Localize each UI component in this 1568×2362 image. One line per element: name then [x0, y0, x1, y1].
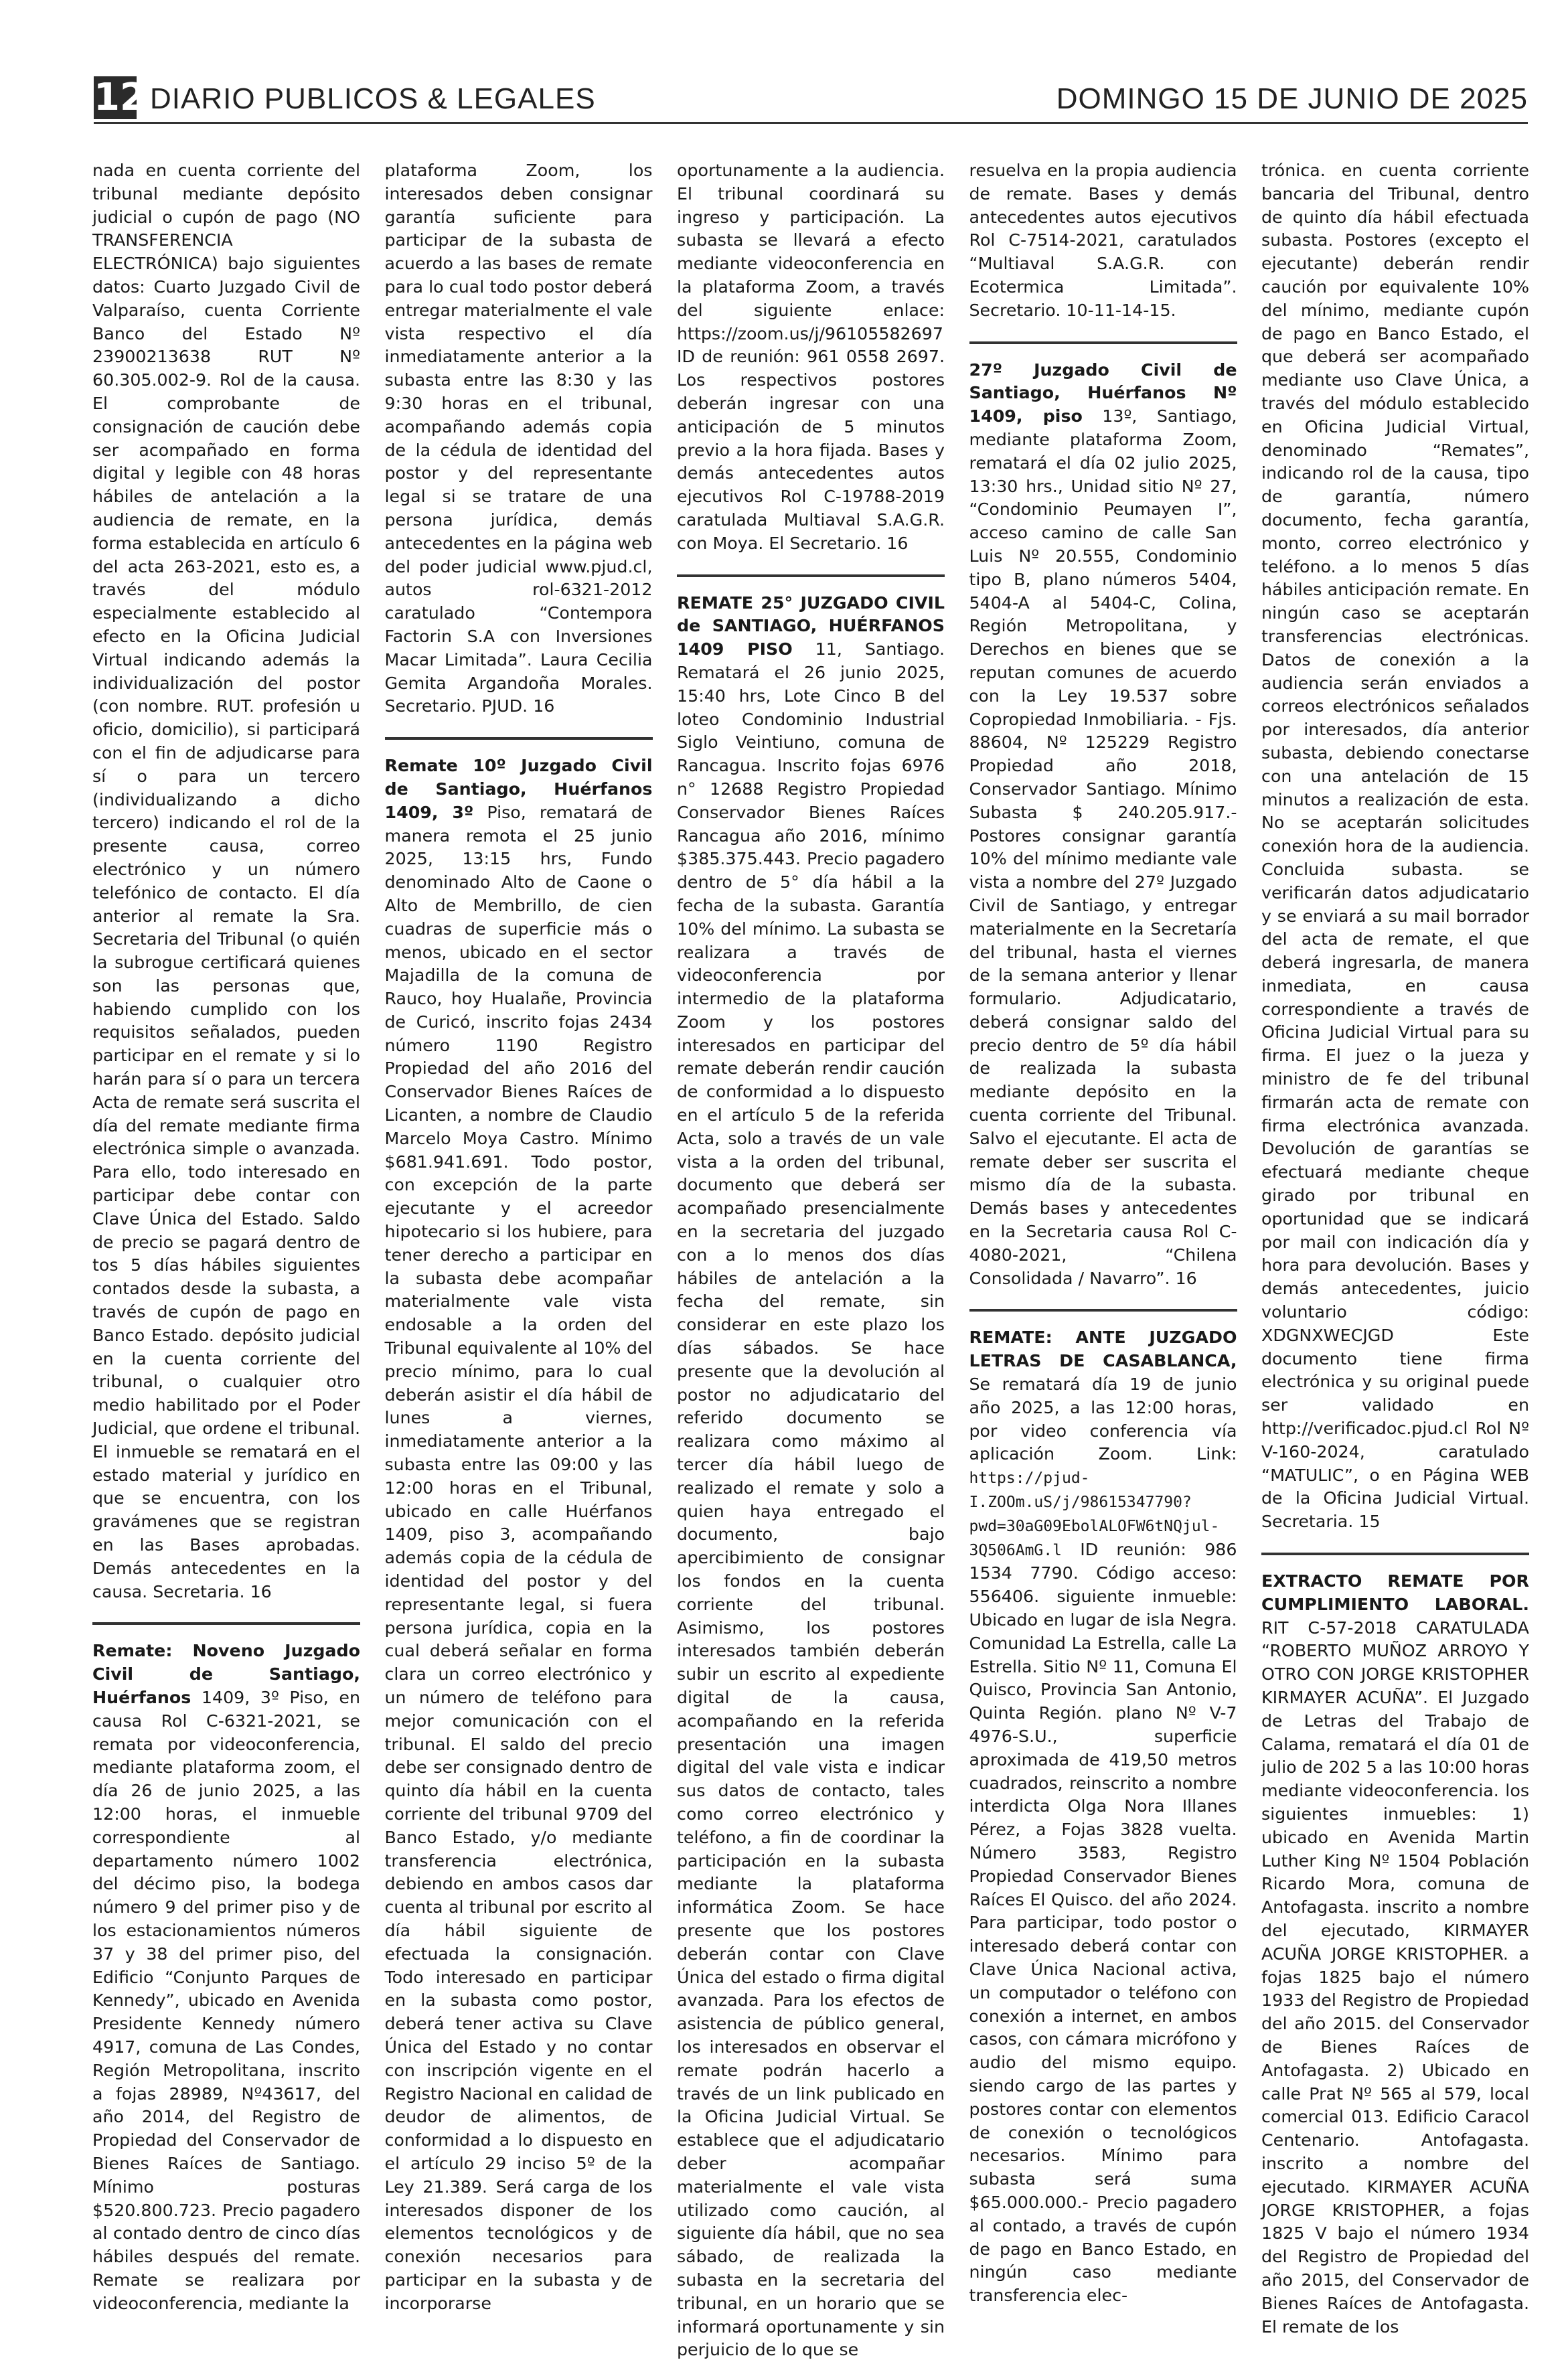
notice-text: trónica. en cuenta corriente bancaria del Tribunal, dentro de quinto día hábil efectuada subasta. Postores (excepto el ejecutante) deberán rendir caución por equivalente 10% del mínimo, mediante cupón de pago en Banco Estado, el que deberá ser acompañado mediante uso Clave Única, a través del módulo establecido en Oficina Judicial Virtual, denominado “Remates”, indicando rol de la causa, tipo de garantía, número documento, fecha garantía, monto, correo electrónico y teléfono. a lo menos 5 días hábiles anticipación remate. En ningún caso se aceptarán transferencias electrónicas. Datos de conexión a la audiencia serán enviados a correos electrónicos señalados por interesados, día anterior subasta, debiendo conectarse con una antelación de 15 minutos a realización de esta. No se aceptarán solicitudes conexión hora de la audiencia. Concluida subasta. se verificarán datos adjudicatario y se enviará a su mail borrador del acta de remate, el que deberá ingresarla, de manera inmediata, en causa correspondiente a través de Oficina Judicial Virtual para su firma. El juez o la jueza y ministro de fe del tribunal firmarán acta de remate con firma electrónica avanzada. Devolución de garantías se efectuará mediante cheque girado por tribunal en oportunidad que se indicará por mail con indicación día y hora para devolución. Bases y demás antecedentes, juicio voluntario código: XDGNXWECJGD Este documento tiene firma electrónica y su original puede ser validado en http://verificadoc.pjud.cl Rol Nº V-160-2024, caratulado “MATULIC”, o en Página WEB de la Oficina Judicial Virtual. Secretaria. 15: [1261, 161, 1529, 1532]
notice-text: plataforma Zoom, los interesados deben consignar garantía suficiente para participar de la subasta de acuerdo a las bases de remate para lo cual todo postor deberá entregar materialmente el vale vista respectivo el día inmediatamente anterior a la subasta entre las 8:30 y las 9:30 horas en el tribunal, acompañando además copia de la cédula de identidad del postor y del representante legal si se tratare de una persona jurídica, demás antecedentes en la página web del poder judicial www.pjud.cl, autos rol-6321-2012 caratulado “Contempora Factorin S.A con Inversiones Macar Limitada”. Laura Cecilia Gemita Argandoña Morales. Secretario. PJUD. 16: [384, 161, 653, 716]
notice: [1261, 1570, 1529, 2339]
notice-heading: EXTRACTO REMATE POR CUMPLIMIENTO LABORAL.: [1261, 1571, 1529, 1614]
column-3: [677, 159, 945, 2360]
notice-separator: [677, 574, 945, 577]
notice-separator: [1261, 1553, 1529, 1555]
notice-text: ID reunión: 986 1534 7790. Código acceso: 556406. siguiente inmueble: Ubicado en lugar de isla Negra. Comunidad La Estrella, calle La Estrella. Sitio Nº 11, Comuna El Quisco, Provincia San Antonio, Quinta Región. plano Nº V-7 4976-S.U., superficie aproximada de 419,50 metros cuadrados, reinscrito a nombre interdicta Olga Nora Illanes Pérez, a Fojas 3828 vuelta. Número 3583, Registro Propiedad Conservador Bienes Raíces El Quisco. del año 2024. Para participar, todo postor o interesado deberá contar con Clave Única Nacional activa, un computador o teléfono con conexión a internet, en ambos casos, con cámara micrófono y audio del mismo equipo. siendo cargo de las partes y postores contar con elementos de conexión o tecnológicos necesarios. Mínimo para subasta será suma $65.000.000.- Precio pagadero al contado, a través de cupón de pago en Banco Estado, en ningún caso mediante transferencia elec-: [969, 1539, 1237, 2306]
notices-columns: [92, 159, 1529, 2360]
notice-text: Se rematará día 19 de junio año 2025, a las 12:00 horas, por video conferencia vía aplicación Zoom. Link:: [969, 1374, 1237, 1464]
notice-separator: [969, 341, 1237, 344]
notice-heading: Remate 10º Juzgado Civil de Santiago, Huérfanos 1409, 3º: [384, 756, 653, 822]
notice: [385, 755, 653, 2315]
notice: [969, 1326, 1237, 2307]
notice-text: 1409, 3º Piso, en causa Rol C-6321-2021, se remata por videoconferencia, mediante plataforma zoom, el día 26 de junio 2025, a las 12:00 horas, el inmueble correspondiente al departamento número 1002 del décimo piso, la bodega número 9 del primer piso y de los estacionamientos números 37 y 38 del primer piso, del Edificio “Conjunto Parques de Kennedy”, ubicado en Avenida Presidente Kennedy número 4917, comuna de Las Condes, Región Metropolitana, inscrito a fojas 28989, Nº43617, del año 2014, del Registro de Propiedad del Conservador de Bienes Raíces de Santiago. Mínimo posturas $520.800.723. Precio pagadero al contado dentro de cinco días hábiles después del remate. Remate se realizara por videoconferencia, mediante la: [92, 1688, 360, 2313]
page-number-badge: 12: [94, 76, 146, 119]
notice-text: 13º, Santiago, mediante plataforma Zoom, rematará el día 02 julio 2025, 13:30 hrs., Unidad sitio Nº 27, “Condominio Peumayen I”, acceso camino de calle San Luis Nº 20.555, Condominio tipo B, plano números 5404, 5404-A al 5404-C, Colina, Región Metropolitana, y Derechos en bienes que se reputan comunes de acuerdo con la Ley 19.537 sobre Copropiedad Inmobiliaria. - Fjs. 88604, Nº 125229 Registro Propiedad año 2018, Conservador Santiago. Mínimo Subasta $ 240.205.917.- Postores consignar garantía 10% del mínimo mediante vale vista a nombre del 27º Juzgado Civil de Santiago, y entregar materialmente en la Secretaría del tribunal, hasta el viernes de la semana anterior y llenar formulario. Adjudicatario, deberá consignar saldo del precio dentro de 5º día hábil de realizada la subasta mediante depósito en la cuenta corriente del Tribunal. Salvo el ejecutante. El acta de remate deber ser suscrita el mismo día de la subasta. Demás bases y antecedentes en la Secretaria causa Rol C-4080-2021, “Chilena Consolidada / Navarro”. 16: [969, 406, 1237, 1288]
notice-text: resuelva en la propia audiencia de remate. Bases y demás antecedentes autos ejecutivos Rol C-7514-2021, caratulados “Multiaval S.A.G.R. con Ecotermica Limitada”. Secretario. 10-11-14-15.: [969, 161, 1237, 320]
notice-heading: 27º Juzgado Civil de Santiago, Huérfanos Nº 1409, piso: [969, 360, 1237, 426]
column-1: [92, 159, 360, 2313]
notice-heading: REMATE 25° JUZGADO CIVIL de SANTIAGO, HUÉRFANOS 1409 PISO: [677, 593, 945, 659]
publication-title: DIARIO PUBLICOS & LEGALES: [150, 82, 596, 115]
notice: [969, 359, 1237, 1291]
zoom-link: https://pjud-I.ZOOm.uS/j/98615347790?pwd=30aG09EbolALOFW6tNQjul-3Q506AmG.l: [969, 1470, 1220, 1559]
notice-heading: REMATE: ANTE JUZGADO LETRAS DE CASABLANCA,: [969, 1328, 1237, 1371]
notice-text: nada en cuenta corriente del tribunal mediante depósito judicial o cupón de pago (NO TRANSFERENCIA ELECTRÓNICA) bajo siguientes datos: Cuarto Juzgado Civil de Valparaíso, cuenta Corriente Banco del Estado Nº 23900213638 RUT Nº 60.305.002-9. Rol de la causa. El comprobante de consignación de caución debe ser acompañado en forma digital y legible con 48 horas hábiles de antelación a la audiencia de remate, en la forma establecida en artículo 6 del acta 263-2021, esto es, a través del módulo especialmente establecido al efecto en la Oficina Judicial Virtual indicando además la individualización del postor (con nombre. RUT. profesión u oficio, domicilio), si participará con el fin de adjudicarse para sí o para un tercero (individualizando a dicho tercero) indicando el rol de la presente causa, correo electrónico y un número telefónico de contacto. El día anterior al remate la Sra. Secretaria del Tribunal (o quién la subrogue certificará quienes son las personas que, habiendo cumplido con los requisitos señalados, pueden participar en el remate y si lo harán para sí o para un tercera Acta de remate será suscrita el día del remate mediante firma electrónica simple o avanzada. Para ello, todo interesado en participar debe contar con Clave Única del Estado. Saldo de precio se pagará dentro de tos 5 días hábiles siguientes contados desde la subasta, a través de cupón de pago en Banco Estado. depósito judicial en la cuenta corriente del tribunal, o cualquier otro medio habilitado por el Poder Judicial, que ordene el tribunal. El inmueble se rematará en el estado material y jurídico en que se encuentra, con los gravámenes que se registran en las Bases aprobadas. Demás antecedentes en la causa. Secretaria. 16: [92, 161, 360, 1601]
notice-text: RIT C-57-2018 CARATULADA “ROBERTO MUÑOZ ARROYO Y OTRO CON JORGE KRISTOPHER KIRMAYER ACUÑA”. El Juzgado de Letras del Trabajo de Calama, rematará el día 01 de julio de 202 5 a las 10:00 horas mediante videoconferencia. los siguientes inmuebles: 1) ubicado en Avenida Martin Luther King Nº 1504 Población Ricardo Mora, comuna de Antofagasta. inscrito a nombre del ejecutado, KIRMAYER ACUÑA JORGE KRISTOPHER. a fojas 1825 bajo el número 1933 del Registro de Propiedad del año 2015. del Conservador de Bienes Raíces de Antofagasta. 2) Ubicado en calle Prat Nº 565 al 579, local comercial 013. Edificio Caracol Centenario. Antofagasta. inscrito a nombre del ejecutado. KIRMAYER ACUÑA JORGE KRISTOPHER, a fojas 1825 V bajo el número 1934 del Registro de Propiedad del año 2015, del Conservador de Bienes Raíces de Antofagasta. El remate de los: [1261, 1618, 1529, 2337]
column-5: [1261, 159, 1529, 2337]
notice-heading: Remate: Noveno Juzgado Civil de Santiago, Huérfanos: [92, 1641, 360, 1707]
column-2: [384, 159, 653, 2313]
notice-text: Piso, rematará de manera remota el 25 junio 2025, 13:15 hrs, Fundo denominado Alto de Caone o Alto de Membrillo, de cien cuadras de superficie más o menos, ubicado en el sector Majadilla de la comuna de Rauco, hoy Hualañe, Provincia de Curicó, inscrito fojas 2434 número 1190 Registro Propiedad del año 2016 del Conservador Bienes Raíces de Licanten, a nombre de Claudio Marcelo Moya Castro. Mínimo $681.941.691. Todo postor, con excepción de la parte ejecutante y el acreedor hipotecario si los hubiere, para tener derecho a participar en la subasta debe acompañar materialmente vale vista endosable a la orden del Tribunal equivalente al 10% del precio mínimo, para lo cual deberán asistir el día hábil de lunes a viernes, inmediatamente anterior a la subasta entre las 09:00 y las 12:00 horas en el Tribunal, ubicado en calle Huérfanos 1409, piso 3, acompañando además copia de la cédula de identidad del postor y del representante legal, si fuera persona jurídica, copia en la cual deberá señalar en forma clara un correo electrónico y un número de teléfono para mejor comunicación con el tribunal. El saldo del precio debe ser consignado dentro de quinto día hábil en la cuenta corriente del tribunal 9709 del Banco Estado, y/o mediante transferencia electrónica, debiendo en ambos casos dar cuenta al tribunal por escrito al día hábil siguiente de efectuada la consignación. Todo interesado en participar en la subasta como postor, deberá tener activa su Clave Única del Estado y no contar con inscripción vigente en el Registro Nacional en calidad de deudor de alimentos, de conformidad a lo dispuesto en el artículo 29 inciso 5º de la Ley 21.389. Será carga de los interesados disponer de los elementos tecnológicos y de conexión necesarios para participar en la subasta y de incorporarse: [384, 802, 653, 2313]
notice-text: oportunamente a la audiencia. El tribunal coordinará su ingreso y participación. La subasta se llevará a efecto mediante videoconferencia en la plataforma Zoom, a través del siguiente enlace: https://zoom.us/j/96105582697 ID de reunión: 961 0558 2697. Los respectivos postores deberán ingresar con una anticipación de 5 minutos previo a la hora fijada. Bases y demás antecedentes autos ejecutivos Rol C-19788-2019 caratulada Multiaval S.A.G.R. con Moya. El Secretario. 16: [677, 161, 945, 553]
notice-separator: [92, 1622, 360, 1625]
notice-text: 11, Santiago. Rematará el 26 junio 2025, 15:40 hrs, Lote Cinco B del loteo Condominio Industrial Siglo Veintiuno, comuna de Rancagua. Inscrito fojas 6976 n° 12688 Registro Propiedad Conservador Bienes Raíces Rancagua año 2016, mínimo $385.375.443. Precio pagadero dentro de 5° día hábil a la fecha de la subasta. Garantía 10% del mínimo. La subasta se realizara a través de videoconferencia por intermedio de la plataforma Zoom y los postores interesados en participar del remate deberán rendir caución de conformidad a lo dispuesto en el artículo 5 de la referida Acta, solo a través de un vale vista a la orden del tribunal, documento que deberá ser acompañado presencialmente en la secretaria del juzgado con a lo menos dos días hábiles de antelación a la fecha del remate, sin considerar en este plazo los días sábados. Se hace presente que la devolución al postor no adjudicatario del referido documento se realizara como máximo al tercer día hábil luego de realizado el remate y solo a quien haya entregado el documento, bajo apercibimiento de consignar los fondos en la cuenta corriente del tribunal. Asimismo, los postores interesados también deberán subir un escrito al expediente digital de la causa, acompañando en la referida presentación una imagen digital del vale vista e indicar sus datos de contacto, tales como correo electrónico y teléfono, a fin de coordinar la participación en la subasta mediante la plataforma informática Zoom. Se hace presente que los postores deberán contar con Clave Única del estado o firma digital avanzada. Para los efectos de asistencia de público general, los interesados en observar el remate podrán hacerlo a través de un link publicado en la Oficina Judicial Virtual. Se establece que el adjudicatario deber acompañar materialmente el vale vista utilizado como caución, al siguiente día hábil, que no sea sábado, de realizada la subasta en la secretaria del tribunal, en un horario que se informará oportunamente y sin perjuicio de lo que se: [677, 639, 945, 2360]
notice-separator: [969, 1309, 1237, 1312]
header-rule: [94, 122, 1528, 124]
notice-separator: [385, 737, 653, 740]
publication-date: DOMINGO 15 DE JUNIO DE 2025: [1056, 82, 1528, 115]
page-header: [94, 76, 1528, 119]
notice: [677, 592, 945, 2362]
notice: [92, 1640, 360, 2315]
column-4: [969, 159, 1237, 2306]
